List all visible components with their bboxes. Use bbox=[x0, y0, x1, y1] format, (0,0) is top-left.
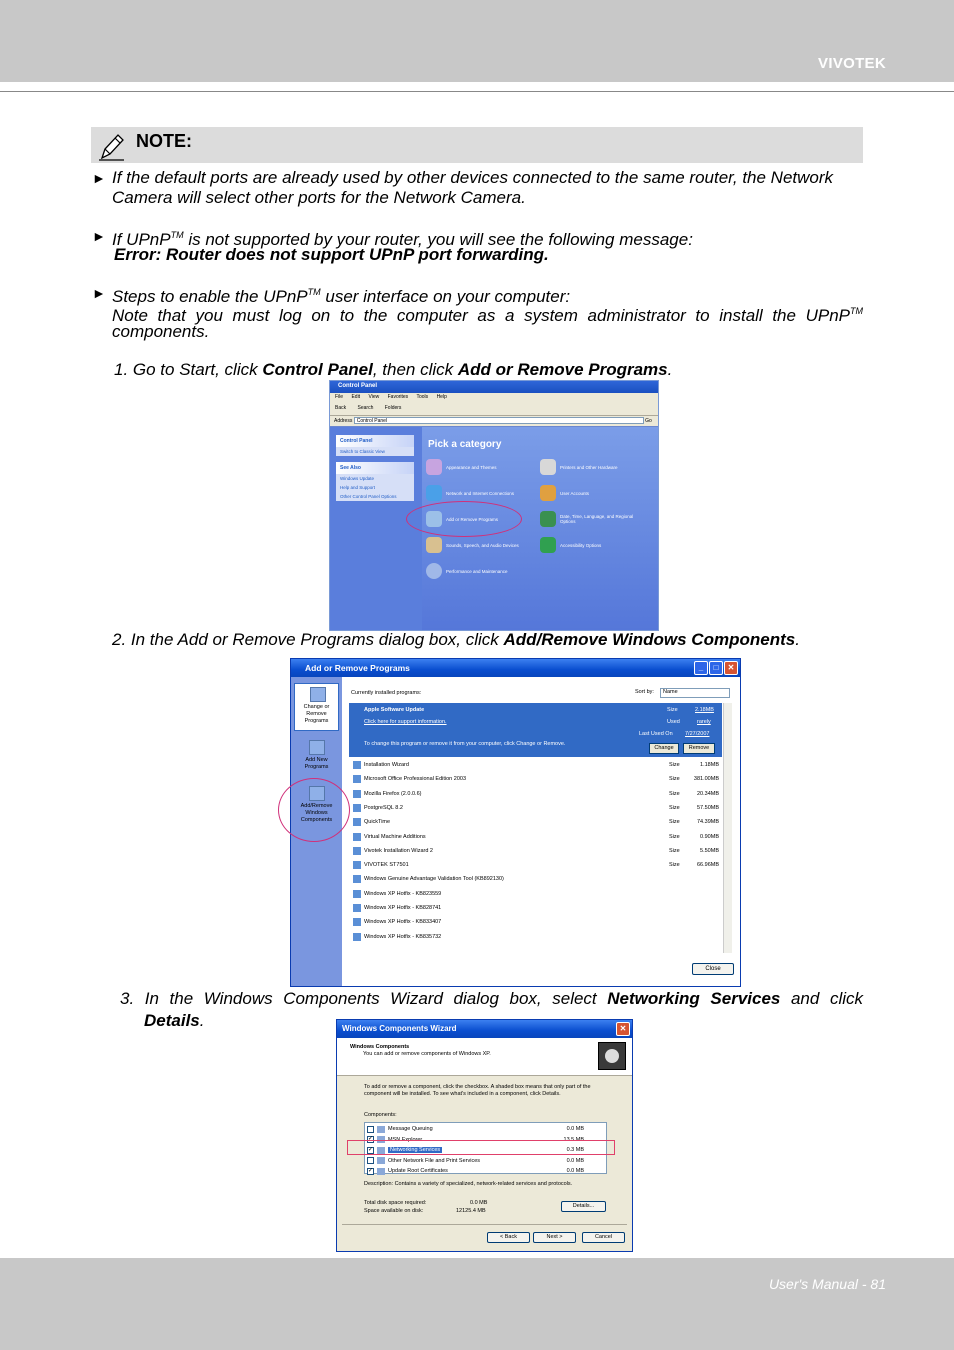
bullet-arrow-icon: ► bbox=[92, 228, 106, 244]
table-row[interactable] bbox=[353, 888, 723, 900]
program-icon bbox=[353, 761, 361, 769]
address-input[interactable]: Control Panel bbox=[354, 417, 644, 424]
add-remove-programs-screenshot bbox=[290, 658, 741, 987]
size-label: Size bbox=[669, 762, 680, 768]
program-name: Windows XP Hotfix - KB835732 bbox=[364, 933, 442, 940]
cancel-button[interactable]: Cancel bbox=[582, 1232, 625, 1243]
program-name: Vivotek Installation Wizard 2 bbox=[364, 847, 433, 854]
maximize-icon[interactable]: □ bbox=[709, 661, 723, 675]
bullet-arrow-icon: ► bbox=[92, 285, 106, 301]
component-icon bbox=[377, 1168, 385, 1175]
category-sounds[interactable]: Sounds, Speech, and Audio Devices bbox=[426, 537, 519, 553]
step-3-end: Details. bbox=[144, 1011, 205, 1030]
globe-icon bbox=[540, 511, 556, 527]
cd-icon bbox=[598, 1042, 626, 1070]
table-row[interactable] bbox=[353, 816, 723, 828]
program-size: 74.39MB bbox=[696, 819, 719, 826]
category-user-accounts[interactable]: User Accounts bbox=[540, 485, 589, 501]
program-name: Virtual Machine Additions bbox=[364, 833, 426, 840]
task-pane bbox=[336, 435, 414, 507]
note-paragraph-3-end: components. bbox=[112, 322, 210, 341]
table-row[interactable] bbox=[353, 802, 723, 814]
remove-button[interactable]: Remove bbox=[683, 743, 715, 754]
program-name: Installation Wizard bbox=[364, 762, 409, 768]
component-size: 13.5 MB bbox=[563, 1136, 584, 1143]
size-label: Size bbox=[669, 862, 680, 869]
users-icon bbox=[540, 485, 556, 501]
program-list-pane: Currently installed programs: Sort by: Name Apple Software Update Click here for support information. To change this program or remove it from your computer, click Change or Remove. Size 2.18MB Used rarely Last Used On 7/27/2007 Change Remove Installation Wizard Size 1.18MB Microsoft Office Professional Edition 2003 Size 381.00MB Mozilla Firefox (2.0.0.6) Size 20.34MB PostgreSQL 8.2 Size 57.50MB QuickTime Size 74.39MB Virtual Machine Additions Size 0.90MB Vivotek Installation Wizard 2 Size 5.50MB VIVOTEK ST7501 Size 66.96MB Windows Genuine Advantage Validation Tool (KB892130) Windows XP Hotfix - KB823559 Windows XP Hotfix - KB828741 Windows XP Hotfix - KB833407 Windows XP Hotfix - KB835732 Close bbox=[342, 677, 740, 986]
component-checkbox[interactable]: ✓ bbox=[368, 1167, 374, 1174]
size-label: Size bbox=[669, 833, 680, 840]
size-label: Size bbox=[669, 790, 680, 797]
program-name: Windows Genuine Advantage Validation Tool (KB892130) bbox=[364, 876, 504, 883]
change-button[interactable]: Change bbox=[649, 743, 679, 754]
selected-program-row[interactable]: Apple Software Update Click here for support information. To change this program or remove it from your computer, click Change or Remove. Size 2.18MB Used rarely Last Used On 7/27/2007 Change Remove bbox=[349, 703, 722, 757]
component-checkbox[interactable]: ✓ bbox=[368, 1146, 374, 1153]
add-program-icon bbox=[309, 740, 325, 755]
program-size: 66.96MB bbox=[696, 862, 719, 869]
note-paragraph-2: If UPnP™ is not supported by your router, you will see the following message: bbox=[112, 230, 693, 249]
scrollbar[interactable] bbox=[723, 703, 732, 953]
window-title: Control Panel bbox=[330, 381, 658, 393]
component-size: 0.0 MB bbox=[566, 1157, 584, 1164]
component-icon bbox=[377, 1126, 385, 1133]
size-label: Size bbox=[669, 819, 680, 826]
go-button[interactable]: Go bbox=[645, 417, 652, 424]
menu-edit[interactable]: Edit bbox=[351, 394, 361, 400]
wizard-instructions: To add or remove a component, click the checkbox. A shaded box means that only part of the component will be installed. To see what's included in a component, click Details. bbox=[364, 1084, 591, 1097]
program-icon bbox=[353, 933, 361, 941]
program-icon bbox=[353, 804, 361, 812]
minimize-icon[interactable]: _ bbox=[694, 661, 708, 675]
program-name: QuickTime bbox=[364, 819, 391, 826]
windows-update-link[interactable]: Windows Update bbox=[340, 476, 375, 481]
other-options-link[interactable]: Other Control Panel Options bbox=[340, 494, 397, 499]
details-button[interactable]: Details... bbox=[561, 1201, 606, 1212]
component-icon bbox=[377, 1157, 385, 1164]
component-size: 0.3 MB bbox=[566, 1147, 584, 1153]
close-icon[interactable]: ✕ bbox=[616, 1022, 630, 1036]
menu-tools[interactable]: Tools bbox=[416, 394, 429, 400]
program-size: 1.18MB bbox=[700, 762, 719, 768]
program-icon bbox=[353, 890, 361, 898]
change-remove-programs-button[interactable]: Change or Remove Programs bbox=[294, 683, 339, 731]
component-name: Other Network File and Print Services bbox=[388, 1157, 481, 1164]
program-icon bbox=[353, 847, 361, 855]
table-row[interactable] bbox=[353, 845, 723, 857]
list-item[interactable] bbox=[367, 1166, 592, 1176]
component-checkbox[interactable] bbox=[367, 1126, 374, 1133]
task-box-control-panel: Control Panel Switch to Classic View bbox=[336, 435, 414, 456]
page-header bbox=[0, 0, 954, 82]
page-number: User's Manual - 81 bbox=[768, 1276, 886, 1292]
page-footer bbox=[0, 1258, 954, 1350]
table-row[interactable] bbox=[353, 759, 723, 771]
close-icon[interactable]: ✕ bbox=[724, 661, 738, 675]
network-icon bbox=[426, 485, 442, 501]
program-name: Microsoft Office Professional Edition 2003 bbox=[364, 776, 467, 783]
category-appearance[interactable]: Appearance and Themes bbox=[426, 459, 496, 475]
size-label: Size bbox=[669, 776, 680, 783]
list-item[interactable] bbox=[367, 1124, 592, 1134]
menu-help[interactable]: Help bbox=[436, 394, 447, 400]
program-size: 0.90MB bbox=[700, 833, 719, 840]
window-title: Add or Remove Programs _ □ ✕ bbox=[291, 659, 740, 677]
table-row[interactable] bbox=[353, 788, 723, 800]
component-size: 0.0 MB bbox=[566, 1126, 584, 1132]
accessibility-icon bbox=[540, 537, 556, 553]
back-button[interactable]: Back bbox=[335, 405, 347, 411]
program-name: PostgreSQL 8.2 bbox=[364, 804, 403, 811]
note-bar bbox=[91, 127, 863, 163]
category-network[interactable]: Network and Internet Connections bbox=[426, 485, 514, 501]
step-1: 1. Go to Start, click Control Panel, then click Add or Remove Programs. bbox=[114, 360, 673, 379]
table-row[interactable] bbox=[353, 831, 723, 843]
pencil-icon bbox=[96, 132, 126, 162]
program-size: 5.50MB bbox=[700, 847, 719, 854]
menu-file[interactable]: File bbox=[335, 394, 344, 400]
table-row[interactable] bbox=[353, 873, 723, 885]
menu-bar bbox=[330, 393, 658, 401]
note-paragraph-1: If the default ports are already used by other devices connected to the same router, the Network Camera will select other ports for the Network Camera. bbox=[112, 168, 834, 207]
programs-icon bbox=[310, 687, 326, 702]
note-title: NOTE: bbox=[136, 131, 192, 151]
wizard-header: Windows Components You can add or remove components of Windows XP. bbox=[337, 1038, 632, 1076]
category-accessibility[interactable]: Accessibility Options bbox=[540, 537, 601, 553]
add-new-programs-button[interactable]: Add New Programs bbox=[294, 737, 339, 775]
component-checkbox[interactable] bbox=[367, 1157, 374, 1164]
bullet-arrow-icon: ► bbox=[92, 170, 106, 186]
menu-favorites[interactable]: Favorites bbox=[387, 394, 409, 400]
header-divider bbox=[0, 91, 954, 92]
component-checkbox[interactable]: ✓ bbox=[368, 1136, 374, 1142]
program-icon bbox=[353, 875, 361, 883]
table-row[interactable] bbox=[353, 773, 723, 785]
program-name: Windows XP Hotfix - KB828741 bbox=[364, 905, 442, 911]
add-remove-windows-components-button[interactable]: Add/Remove Windows Components bbox=[294, 783, 339, 831]
table-row[interactable] bbox=[353, 916, 723, 928]
program-icon bbox=[353, 818, 361, 826]
program-name: Windows XP Hotfix - KB833407 bbox=[364, 919, 442, 926]
component-name: Networking Services bbox=[390, 1147, 441, 1153]
search-button[interactable]: Search bbox=[357, 405, 374, 411]
table-row[interactable] bbox=[353, 859, 723, 871]
category-date-time[interactable]: Date, Time, Language, and Regional Options bbox=[540, 511, 650, 527]
program-name: Mozilla Firefox (2.0.0.6) bbox=[364, 790, 422, 797]
pick-category-title: Pick a category bbox=[428, 439, 502, 450]
back-button[interactable]: < Back bbox=[487, 1232, 530, 1243]
menu-view[interactable]: View bbox=[368, 394, 380, 400]
printer-icon bbox=[540, 459, 556, 475]
divider bbox=[342, 1224, 627, 1225]
note-paragraph-3: Steps to enable the UPnP™ user interface on your computer: bbox=[112, 287, 571, 306]
program-name: VIVOTEK ST7501 bbox=[364, 862, 409, 869]
appearance-icon bbox=[426, 459, 442, 475]
component-size: 0.0 MB bbox=[566, 1168, 584, 1174]
category-add-remove-programs[interactable]: Add or Remove Programs bbox=[426, 511, 498, 527]
list-item[interactable] bbox=[367, 1156, 592, 1166]
close-button[interactable]: Close bbox=[692, 963, 734, 975]
folders-button[interactable]: Folders bbox=[384, 405, 402, 411]
program-icon bbox=[353, 833, 361, 841]
note-paragraph-3-admin: Note that you must log on to the computer as a system administrator to install the UPnP™ bbox=[112, 306, 863, 325]
task-box-see-also: See Also Windows Update Help and Support Other Control Panel Options bbox=[336, 462, 414, 501]
size-label: Size bbox=[669, 804, 680, 811]
step-2: 2. In the Add or Remove Programs dialog box, click Add/Remove Windows Components. bbox=[112, 630, 800, 649]
switch-classic-link[interactable]: Switch to Classic View bbox=[340, 449, 385, 454]
performance-icon bbox=[426, 563, 442, 579]
toolbar bbox=[330, 401, 658, 416]
window-title: Windows Components Wizard ✕ bbox=[337, 1020, 632, 1038]
component-name: Message Queuing bbox=[388, 1126, 433, 1132]
step-3: 3. In the Windows Components Wizard dialog box, select Networking Services and click bbox=[120, 989, 863, 1008]
program-size: 20.34MB bbox=[696, 790, 719, 797]
sort-by-select[interactable]: Name bbox=[660, 688, 730, 698]
program-icon bbox=[353, 918, 361, 926]
table-row[interactable] bbox=[353, 931, 723, 943]
size-label: Size bbox=[669, 847, 680, 854]
category-printers[interactable]: Printers and Other Hardware bbox=[540, 459, 618, 475]
error-message: Error: Router does not support UPnP port forwarding. bbox=[114, 245, 549, 264]
help-support-link[interactable]: Help and Support bbox=[340, 485, 376, 490]
component-name: MSN Explorer bbox=[388, 1136, 423, 1143]
next-button[interactable]: Next > bbox=[533, 1232, 576, 1243]
program-name: Windows XP Hotfix - KB823559 bbox=[364, 890, 442, 897]
address-bar: Address Control Panel Go bbox=[330, 416, 658, 426]
support-info-link[interactable]: Click here for support information. bbox=[364, 719, 447, 725]
program-icon bbox=[353, 904, 361, 912]
brand-logo: VIVOTEK bbox=[818, 55, 886, 72]
highlight-circle bbox=[406, 501, 522, 537]
windows-components-wizard-screenshot: Windows Components Wizard ✕ Windows Components You can add or remove components of Windows XP. To add or remove a component, click the checkbox. A shaded box means that only part of the component will be installed. To see what's included in a component, click Details. Components: Message Queuing 0.0 MB ✓ MSN Explorer 13.5 MB ✓ Networking Services 0.3 MB Other Network File and Print Services 0.0 MB ✓ Update Root Certificates 0.0 MB Description: Contains a variety of specialized, network-related services and protocols. Total disk space required: 0.0 MB Space available on disk: 12125.4 MB Details... < Back Next > Cancel bbox=[336, 1019, 633, 1252]
program-size: 381.00MB bbox=[693, 776, 719, 783]
table-row[interactable] bbox=[353, 902, 723, 914]
sound-icon bbox=[426, 537, 442, 553]
program-icon bbox=[353, 790, 361, 798]
category-performance[interactable]: Performance and Maintenance bbox=[426, 563, 508, 579]
component-name: Update Root Certificates bbox=[388, 1168, 448, 1174]
program-size: 57.50MB bbox=[696, 804, 719, 811]
program-icon bbox=[353, 775, 361, 783]
highlight-circle bbox=[278, 778, 350, 842]
highlight-box bbox=[347, 1140, 615, 1155]
program-icon bbox=[353, 861, 361, 869]
component-description: Description: Contains a variety of specialized, network-related services and protocols. bbox=[364, 1181, 573, 1187]
